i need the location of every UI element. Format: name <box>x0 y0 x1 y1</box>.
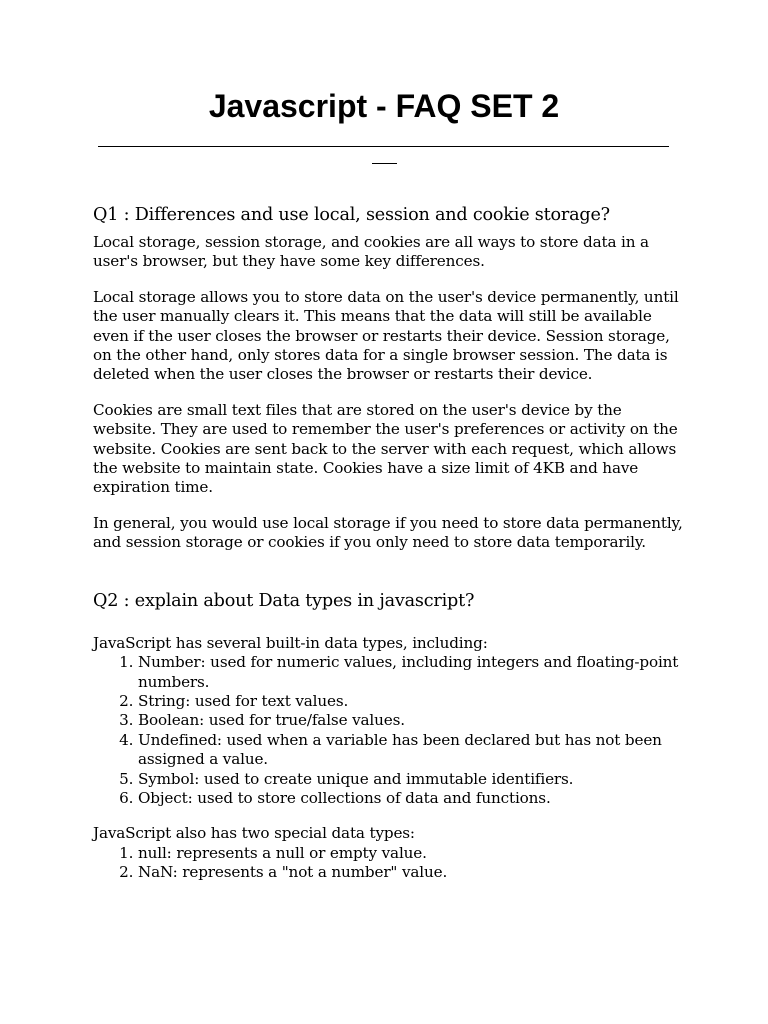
q1-heading: Q1 : Differences and use local, session and cookie storage? <box>93 205 610 225</box>
list-item: 4. Undefined: used when a variable has been declared but has not been assigned a value. <box>138 731 683 770</box>
list-item: 2. String: used for text values. <box>138 692 683 711</box>
q1-paragraph-1: Local storage, session storage, and cookies are all ways to store data in a user's browser, but they have some key differences. <box>93 233 649 271</box>
list-item: 1. Number: used for numeric values, including integers and floating-point numbers. <box>138 653 683 692</box>
list-item: 5. Symbol: used to create unique and immutable identifiers. <box>138 770 683 789</box>
title-underline <box>98 146 669 147</box>
special-types-list <box>93 844 683 883</box>
q1-paragraph-2: Local storage allows you to store data on the user's device permanently, until the user manually clears it. This means that the data will still be available even if the user closes the browser or restarts their device. Session storage, on the other hand, only stores data for a single browser session. The data is deleted when the user closes the browser or restarts their device. <box>93 287 679 384</box>
q1-paragraph-3: Cookies are small text files that are stored on the user's device by the website. They are used to remember the user's preferences or activity on the website. Cookies are sent back to the server with each request, which allows the website to maintain state. Cookies have a size limit of 4KB and have expiration time. <box>93 400 678 497</box>
faq-q1 <box>93 203 683 553</box>
document-body <box>93 203 683 899</box>
document-title: Javascript - FAQ SET 2 <box>208 88 560 124</box>
list-item: 1. null: represents a null or empty value. <box>138 844 683 863</box>
q1-paragraph-4: In general, you would use local storage if you need to store data permanently, and session storage or cookies if you only need to store data temporarily. <box>93 513 683 552</box>
data-types-list <box>93 653 683 808</box>
list-item: 6. Object: used to store collections of data and functions. <box>138 789 683 808</box>
list-item: 3. Boolean: used for true/false values. <box>138 711 683 730</box>
title-underline-tail <box>372 163 397 164</box>
q2-special-intro: JavaScript also has two special data types: <box>93 824 415 843</box>
q2-intro: JavaScript has several built-in data types, including: <box>93 633 488 652</box>
q2-heading: Q2 : explain about Data types in javascript? <box>93 590 475 611</box>
list-item: 2. NaN: represents a "not a number" value. <box>138 863 683 882</box>
faq-q2 <box>93 589 683 883</box>
